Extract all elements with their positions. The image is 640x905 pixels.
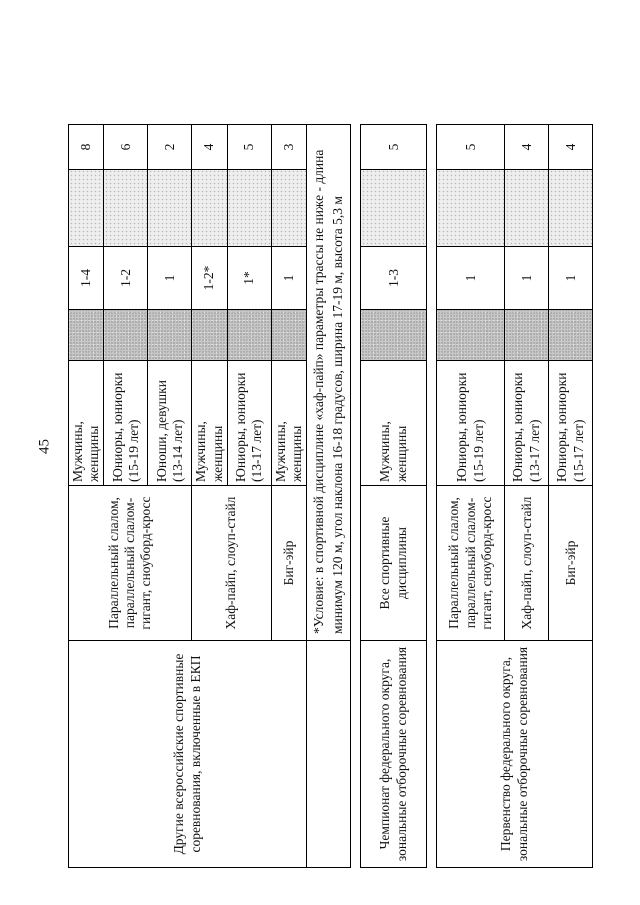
value-cell: 5 — [437, 125, 505, 170]
shaded-cell — [148, 310, 192, 361]
discipline-cell: Все спортивные дисциплины — [361, 486, 427, 641]
shaded-cell — [549, 310, 593, 361]
discipline-cell: Хаф-пайп, слоуп-стайл — [192, 486, 271, 641]
place-cell: 1 — [271, 247, 306, 310]
shaded-cell — [192, 170, 227, 247]
discipline-cell: Параллельный слалом, параллельный слалом-гигант, сноуборд-кросс — [437, 486, 505, 641]
shaded-cell — [104, 170, 148, 247]
category-cell: Мужчины, женщины — [192, 361, 227, 486]
category-cell: Юниоры, юниорки (15-19 лет) — [104, 361, 148, 486]
value-cell: 2 — [148, 125, 192, 170]
place-cell: 1-3 — [361, 247, 427, 310]
event-cell: Чемпионат федерального округа, зональные отборочные соревнования — [361, 641, 427, 868]
table-row — [437, 125, 505, 868]
table-row — [69, 125, 104, 868]
blank-cell — [307, 641, 351, 868]
category-cell: Юниоры, юниорки (15-19 лет) — [437, 361, 505, 486]
discipline-cell: Биг-эйр — [549, 486, 593, 641]
shaded-cell — [271, 170, 306, 247]
category-cell: Юноши, девушки (13-14 лет) — [148, 361, 192, 486]
shaded-cell — [549, 170, 593, 247]
event-cell: Другие всероссийские спортивные соревнования, включенные в ЕКП — [69, 641, 307, 868]
value-cell: 4 — [505, 125, 549, 170]
category-cell: Юниоры, юниорки (13-17 лет) — [505, 361, 549, 486]
shaded-cell — [437, 310, 505, 361]
discipline-cell: Хаф-пайп, слоуп-стайл — [505, 486, 549, 641]
shaded-cell — [227, 170, 271, 247]
place-cell: 1 — [549, 247, 593, 310]
place-cell: 1-4 — [69, 247, 104, 310]
value-cell: 3 — [271, 125, 306, 170]
shaded-cell — [148, 170, 192, 247]
category-cell: Мужчины, женщины — [361, 361, 427, 486]
value-cell: 8 — [69, 125, 104, 170]
place-cell: 1-2 — [104, 247, 148, 310]
category-cell: Юниоры, юниорки (15-17 лет) — [549, 361, 593, 486]
shaded-cell — [505, 310, 549, 361]
qualification-table — [68, 124, 593, 868]
table-gap — [351, 125, 361, 868]
shaded-cell — [361, 310, 427, 361]
shaded-cell — [69, 170, 104, 247]
place-cell: 1 — [437, 247, 505, 310]
footnote: *Условие: в спортивной дисциплине «хаф-пайп» параметры трассы не ниже - длина минимум 120 м, угол наклона 16-18 градусов, ширина 17-19 м, высота 5,3 м — [307, 125, 351, 641]
shaded-cell — [271, 310, 306, 361]
discipline-cell: Биг-эйр — [271, 486, 306, 641]
shaded-cell — [361, 170, 427, 247]
place-cell: 1 — [148, 247, 192, 310]
value-cell: 5 — [361, 125, 427, 170]
place-cell: 1* — [227, 247, 271, 310]
shaded-cell — [227, 310, 271, 361]
table-gap — [427, 125, 437, 868]
category-cell: Мужчины, женщины — [69, 361, 104, 486]
table-row — [361, 125, 427, 868]
place-cell: 1-2* — [192, 247, 227, 310]
value-cell: 6 — [104, 125, 148, 170]
shaded-cell — [437, 170, 505, 247]
value-cell: 4 — [549, 125, 593, 170]
shaded-cell — [69, 310, 104, 361]
discipline-cell: Параллельный слалом, параллельный слалом-гигант, сноуборд-кросс — [69, 486, 192, 641]
place-cell: 1 — [505, 247, 549, 310]
value-cell: 4 — [192, 125, 227, 170]
rotated-page-content — [68, 30, 628, 868]
category-cell: Юниоры, юниорки (13-17 лет) — [227, 361, 271, 486]
table-row — [307, 125, 351, 868]
value-cell: 5 — [227, 125, 271, 170]
shaded-cell — [192, 310, 227, 361]
category-cell: Мужчины, женщины — [271, 361, 306, 486]
page-number: 45 — [36, 439, 53, 454]
shaded-cell — [104, 310, 148, 361]
shaded-cell — [505, 170, 549, 247]
event-cell: Первенство федерального округа, зональные отборочные соревнования — [437, 641, 593, 868]
